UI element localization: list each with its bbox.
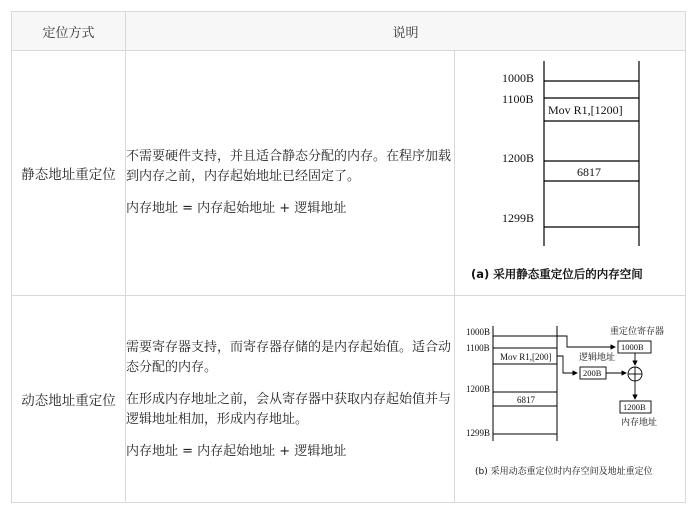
dynamic-caption: (b) 采用动态重定位时内存空间及地址重定位 bbox=[475, 467, 653, 477]
dynamic-formula: 内存地址 = 内存起始地址 + 逻辑地址 bbox=[126, 444, 347, 459]
static-memory-diagram bbox=[455, 51, 686, 296]
memory-address-value: 1200B bbox=[623, 402, 646, 412]
dyn-value-text: 6817 bbox=[517, 395, 535, 405]
static-caption: (a) 采用静态重定位后的内存空间 bbox=[471, 267, 643, 281]
register-label: 重定位寄存器 bbox=[610, 327, 665, 337]
addr-label-1000: 1000B bbox=[502, 71, 535, 85]
static-desc-text: 不需要硬件支持，并且适合静态分配的内存。在程序加载到内存之前，内存起始地址已经固定了。 bbox=[126, 149, 452, 184]
row-label-dynamic: 动态地址重定位 bbox=[12, 296, 126, 503]
dyn-addr-label-1299: 1299B bbox=[466, 428, 491, 438]
addr-label-1200: 1200B bbox=[502, 151, 535, 165]
static-formula: 内存地址 = 内存起始地址 + 逻辑地址 bbox=[126, 201, 347, 216]
row-label-static: 静态地址重定位 bbox=[12, 51, 126, 296]
row-desc-dynamic bbox=[126, 296, 455, 503]
dynamic-desc-text-2: 在形成内存地址之前，会从寄存器中获取内存起始值并与逻辑地址相加，形成内存地址。 bbox=[126, 392, 452, 427]
dynamic-desc-text-1: 需要寄存器支持，而寄存器存储的是内存起始值。适合动态分配的内存。 bbox=[126, 340, 452, 375]
arrow-to-logical bbox=[557, 356, 577, 373]
dyn-instruction-text: Mov R1,[200] bbox=[500, 352, 552, 362]
dynamic-memory-diagram bbox=[455, 296, 686, 503]
logical-address-label: 逻辑地址 bbox=[579, 353, 616, 363]
value-text: 6817 bbox=[577, 165, 601, 179]
dyn-addr-label-1200: 1200B bbox=[466, 384, 491, 394]
header-description: 说明 bbox=[126, 12, 686, 51]
header-method: 定位方式 bbox=[12, 12, 126, 51]
memory-address-label: 内存地址 bbox=[621, 418, 658, 428]
row-desc-static bbox=[126, 51, 455, 296]
static-figure-cell bbox=[455, 51, 686, 296]
arrow-to-register bbox=[557, 336, 615, 347]
addr-label-1299: 1299B bbox=[502, 211, 535, 225]
dyn-addr-label-1000: 1000B bbox=[466, 327, 491, 337]
register-value: 1000B bbox=[621, 342, 644, 352]
instruction-text: Mov R1,[1200] bbox=[548, 103, 623, 117]
addr-label-1100: 1100B bbox=[502, 92, 534, 106]
dynamic-figure-cell bbox=[455, 296, 686, 503]
dyn-addr-label-1100: 1100B bbox=[466, 343, 490, 353]
logical-address-value: 200B bbox=[583, 368, 602, 378]
